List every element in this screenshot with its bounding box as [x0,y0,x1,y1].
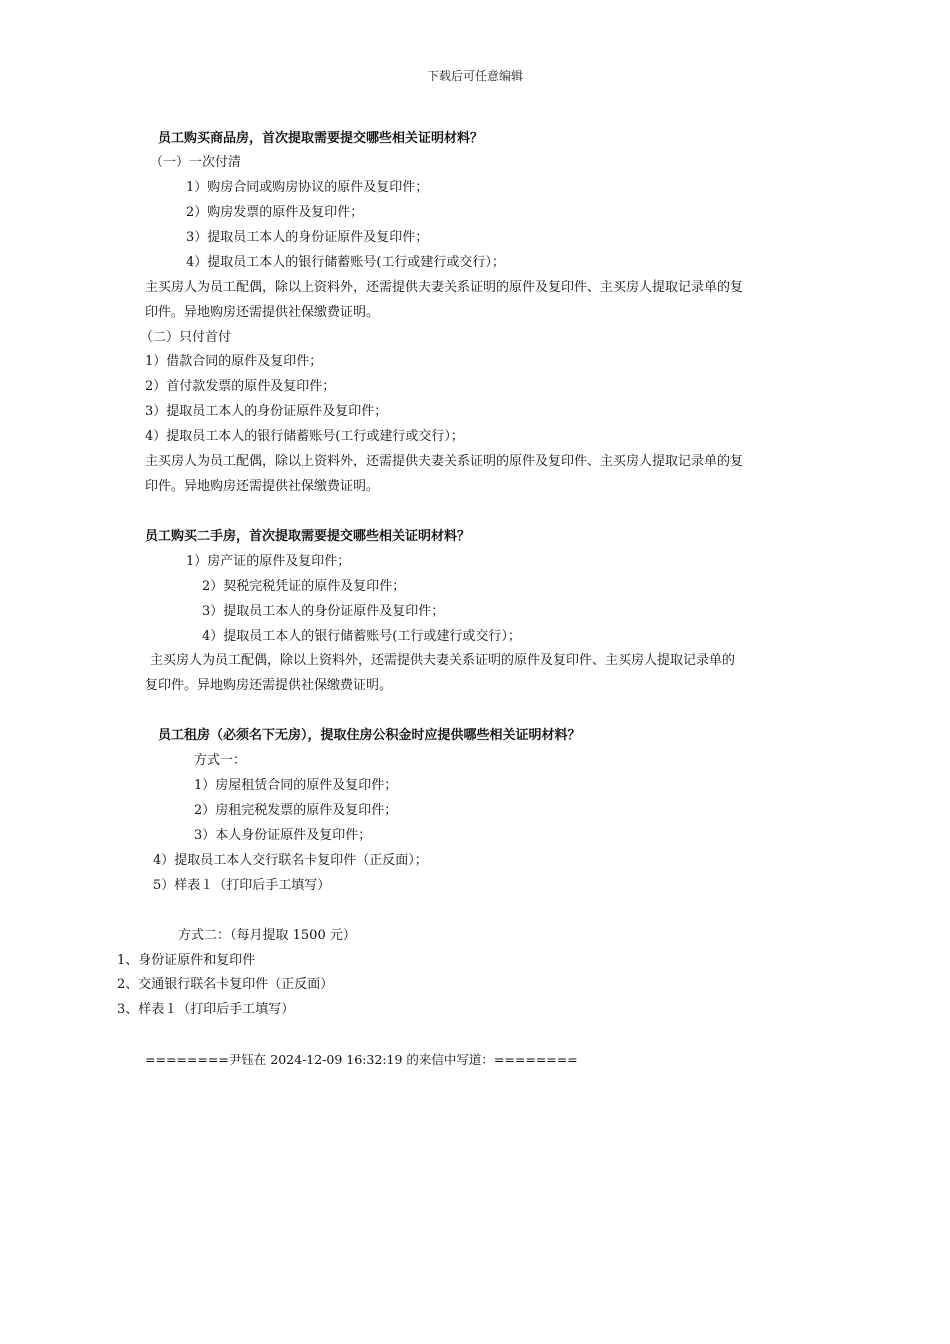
section1-part2-note: 主买房人为员工配偶，除以上资料外，还需提供夫妻关系证明的原件及复印件、主买房人提取记录单的复 [145,454,744,469]
section3-method2-title: 方式二：（每月提取 1500 元） [178,928,356,943]
quoted-mail-line: ========尹钰在 2024-12-09 16:32:19 的来信中写道：======== [145,1052,578,1067]
section1-part2-title: （二）只付首付 [140,330,232,345]
section2-item: 2）契税完税凭证的原件及复印件； [202,579,406,594]
section1-part1-note: 主买房人为员工配偶，除以上资料外，还需提供夫妻关系证明的原件及复印件、主买房人提取记录单的复 [145,280,744,295]
section2-item: 1）房产证的原件及复印件； [186,554,351,569]
section2-item: 3）提取员工本人的身份证原件及复印件； [202,604,445,619]
section1-title: 员工购买商品房，首次提取需要提交哪些相关证明材料？ [158,131,484,146]
section3-method1-item: 3）本人身份证原件及复印件； [194,828,372,843]
section3-method2-item: 1、身份证原件和复印件 [117,953,256,968]
section1-part2-item: 4）提取员工本人的银行储蓄账号(工行或建行或交行）； [145,429,464,444]
section3-title: 员工租房（必须名下无房），提取住房公积金时应提供哪些相关证明材料？ [158,728,581,743]
section3-method2-item: 3、样表１（打印后手工填写） [117,1002,295,1017]
section3-method1-item: 5）样表１（打印后手工填写） [153,878,331,893]
section3-method1-item: 2）房租完税发票的原件及复印件； [194,803,398,818]
section3-method1-item: 4）提取员工本人交行联名卡复印件（正反面）； [153,853,428,868]
section1-part1-item: 1）购房合同或购房协议的原件及复印件； [186,180,429,195]
section2-note: 主买房人为员工配偶，除以上资料外，还需提供夫妻关系证明的原件及复印件、主买房人提取记录单的 [150,653,736,668]
section1-part1-note: 印件。异地购房还需提供社保缴费证明。 [145,305,380,320]
section1-part2-item: 3）提取员工本人的身份证原件及复印件； [145,404,388,419]
section2-item: 4）提取员工本人的银行储蓄账号(工行或建行或交行）； [202,629,521,644]
section1-part1-item: 2）购房发票的原件及复印件； [186,205,364,220]
section2-note: 复印件。异地购房还需提供社保缴费证明。 [145,678,393,693]
page-header: 下载后可任意编辑 [426,69,523,83]
section1-part1-title: （一）一次付清 [150,155,242,170]
section3-method2-item: 2、交通银行联名卡复印件（正反面） [117,977,334,992]
section3-method1-title: 方式一： [194,753,247,768]
section1-part2-note: 印件。异地购房还需提供社保缴费证明。 [145,479,380,494]
section1-part1-item: 4）提取员工本人的银行储蓄账号(工行或建行或交行）； [186,255,505,270]
section1-part2-item: 1）借款合同的原件及复印件； [145,354,323,369]
section3-method1-item: 1）房屋租赁合同的原件及复印件； [194,778,398,793]
section1-part2-item: 2）首付款发票的原件及复印件； [145,379,336,394]
section1-part1-item: 3）提取员工本人的身份证原件及复印件； [186,230,429,245]
section2-title: 员工购买二手房，首次提取需要提交哪些相关证明材料？ [145,529,471,544]
